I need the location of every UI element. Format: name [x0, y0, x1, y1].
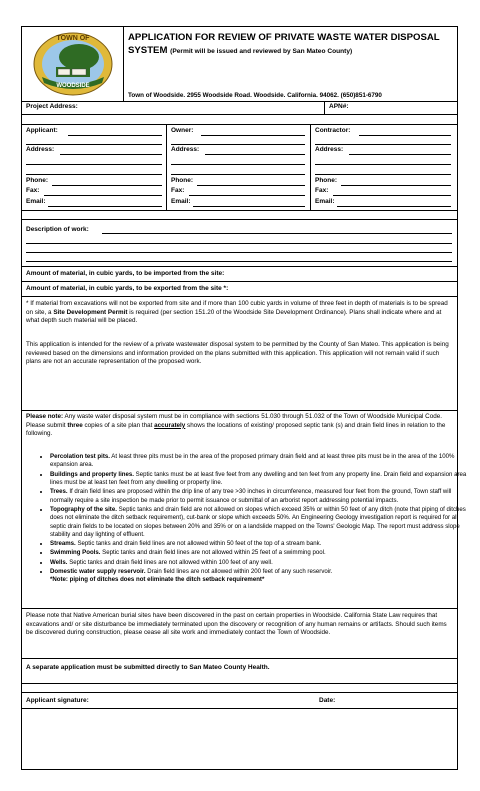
owner-email-field[interactable] — [193, 206, 305, 207]
requirements-list — [26, 453, 474, 585]
contractor-fax-label: Fax: — [315, 187, 329, 194]
form-header — [22, 27, 457, 102]
contractor-label: Contractor: — [315, 127, 351, 134]
imported-row[interactable] — [22, 267, 457, 282]
application-form — [21, 26, 467, 770]
owner-email-label: Email: — [171, 198, 191, 205]
applicant-fax-field[interactable] — [44, 195, 162, 196]
intent-paragraph: This application is intended for the review of a private wastewater disposal system to be permitted by the County of San Mateo. This application is being reviewed based on the dimensions and information provided on the plans submitted with this application. This application will not remain valid if such plans are not an accurate representation of the proposed work. — [26, 341, 449, 366]
native-american-section — [22, 609, 457, 659]
parties-section — [22, 124, 457, 211]
owner-field[interactable] — [201, 135, 305, 136]
applicant-label: Applicant: — [26, 127, 58, 134]
owner-address-field[interactable] — [205, 154, 305, 155]
list-item: • Swimming Pools. Septic tanks and drain field lines are not allowed within 25 feet of a swimming pool. — [50, 549, 474, 557]
owner-phone-label: Phone: — [171, 177, 194, 184]
owner-address-line-2[interactable] — [171, 164, 305, 165]
town-contact-line: Town of Woodside. 2955 Woodside Road. Woodside. California. 94062. (650)851-6790 — [128, 92, 382, 99]
please-note-paragraph: Please note: Any waste water disposal system must be in compliance with sections 51.030 through 51.032 of the Town of Woodside Municipal Code. Please submit three copies of a site plan that accurately shows the locations of existing/ proposed septic tank (s) and drain field lines in relation to the following. — [26, 413, 446, 438]
project-address-field[interactable] — [97, 104, 319, 113]
description-section — [22, 219, 457, 267]
header-divider — [123, 27, 124, 101]
signature-row — [22, 692, 457, 709]
contractor-address-line-2[interactable] — [315, 164, 451, 165]
contractor-address-label: Address: — [315, 146, 344, 153]
excavation-note-section — [22, 297, 457, 411]
applicant-address-line-2[interactable] — [26, 164, 162, 165]
list-item: • Wells. Septic tanks and drain field lines are not allowed within 100 feet of any well. — [50, 559, 474, 567]
apn-label: APN#: — [329, 103, 349, 110]
applicant-line-2[interactable] — [26, 144, 162, 145]
contractor-field[interactable] — [359, 135, 451, 136]
imported-label: Amount of material, in cubic yards, to be imported from the site: — [26, 270, 225, 277]
contractor-email-field[interactable] — [337, 206, 451, 207]
contractor-phone-field[interactable] — [341, 185, 451, 186]
applicant-column — [22, 125, 167, 210]
form-title — [128, 31, 452, 58]
applicant-address-line-3[interactable] — [26, 174, 162, 175]
applicant-phone-field[interactable] — [52, 185, 162, 186]
description-line-4[interactable] — [26, 261, 452, 262]
description-line-2[interactable] — [26, 243, 452, 244]
date-field[interactable] — [340, 696, 452, 706]
owner-line-2[interactable] — [171, 144, 305, 145]
description-field[interactable] — [102, 233, 452, 234]
list-item: • Topography of the site. Septic tanks and drain field are not allowed on slopes which exceed 35% or within 50 feet of any ditch (note that piping of ditches does not eliminate the ditch setback requirement), cut-bank or slope which exceeds 50%. An Engineering Geology investigation report is required for all septic drain fields to be located on slopes between 20% and 35% or on a landslide mapped on the Towns' Geologic Map. The report must address slope stability and day lighting of effluent. — [50, 506, 474, 540]
apn-field[interactable] — [352, 104, 452, 113]
applicant-address-field[interactable] — [60, 154, 162, 155]
project-address-row — [22, 101, 457, 115]
list-item: • Trees. If drain field lines are proposed within the drip line of any tree >30 inches in circumference, measured four feet from the ground, Town staff will normally require a site inspection be made prior to permit issuance or submittal of an arborist report addressing potential impacts. — [50, 488, 474, 505]
applicant-email-label: Email: — [26, 198, 46, 205]
ditch-note: *Note: piping of ditches does not eliminate the ditch setback requirement* — [50, 576, 265, 584]
owner-fax-field[interactable] — [189, 195, 305, 196]
list-item: • Domestic water supply reservoir. Drain field lines are not allowed within 200 feet of any such reservoir. *Note: piping of ditches does not eliminate the ditch setback requirement* — [50, 568, 474, 585]
logo-top-text: TOWN OF — [56, 35, 90, 42]
applicant-address-label: Address: — [26, 146, 55, 153]
project-address-label: Project Address: — [26, 103, 78, 110]
native-american-paragraph: Please note that Native American burial sites have been discovered in the past on certain properties in Woodside. California State Law requires that excavations and/ or site disturbance be immediately terminated upon the discovery or recognition of any human remains or artifacts. Should such items be discovered during construction, please cease all site work and immediately contact the Town of Woodside. — [26, 612, 447, 637]
town-logo — [32, 31, 114, 97]
requirements-section — [22, 411, 467, 609]
owner-column — [167, 125, 311, 210]
form-title-main: APPLICATION FOR REVIEW OF PRIVATE WASTE WATER DISPOSAL SYSTEM — [128, 32, 440, 56]
contractor-column — [311, 125, 457, 210]
owner-fax-label: Fax: — [171, 187, 185, 194]
applicant-email-field[interactable] — [48, 206, 162, 207]
logo-bottom-text: WOODSIDE — [56, 83, 90, 89]
owner-address-label: Address: — [171, 146, 200, 153]
owner-address-line-3[interactable] — [171, 174, 305, 175]
signature-field[interactable] — [102, 696, 312, 706]
contractor-address-line-3[interactable] — [315, 174, 451, 175]
description-line-3[interactable] — [26, 252, 452, 253]
excavation-note: * If material from excavations will not be exported from site and if more than 100 cubic yards in volume of three feet in depth of materials is to be spread on site, a Site Development Permit is required (per section 151.20 of the Woodside Site Development Ordinance). Plans shall indicate where and at what depth such material will be placed. — [26, 300, 448, 325]
list-item: • Percolation test pits. At least three pits must be in the area of the proposed primary drain field and at least three pits must be in the area of the 100% expansion area. — [50, 453, 474, 470]
exported-row[interactable] — [22, 282, 457, 297]
owner-label: Owner: — [171, 127, 194, 134]
signature-label: Applicant signature: — [26, 697, 89, 704]
list-item: • Streams. Septic tanks and drain field lines are not allowed within 50 feet of the top of a stream bank. — [50, 540, 474, 548]
separate-application-text: A separate application must be submitted directly to San Mateo County Health. — [26, 664, 270, 671]
separate-application-row — [22, 659, 457, 684]
list-item: • Buildings and property lines. Septic tanks must be at least five feet from any dwelling and ten feet from any property line. Drain field and expansion area lines must be at least ten feet from any dwelling or property line. — [50, 471, 474, 488]
contractor-fax-field[interactable] — [333, 195, 451, 196]
contractor-address-field[interactable] — [349, 154, 451, 155]
form-title-sub: (Permit will be issued and reviewed by San Mateo County) — [170, 48, 353, 55]
contractor-phone-label: Phone: — [315, 177, 338, 184]
owner-phone-field[interactable] — [197, 185, 305, 186]
exported-label: Amount of material, in cubic yards, to be exported from the site *: — [26, 285, 229, 292]
applicant-field[interactable] — [68, 135, 162, 136]
contractor-line-2[interactable] — [315, 144, 451, 145]
applicant-fax-label: Fax: — [26, 187, 40, 194]
applicant-phone-label: Phone: — [26, 177, 49, 184]
apn-divider — [324, 101, 325, 114]
contractor-email-label: Email: — [315, 198, 335, 205]
date-label: Date: — [319, 697, 336, 704]
description-label: Description of work: — [26, 226, 89, 233]
